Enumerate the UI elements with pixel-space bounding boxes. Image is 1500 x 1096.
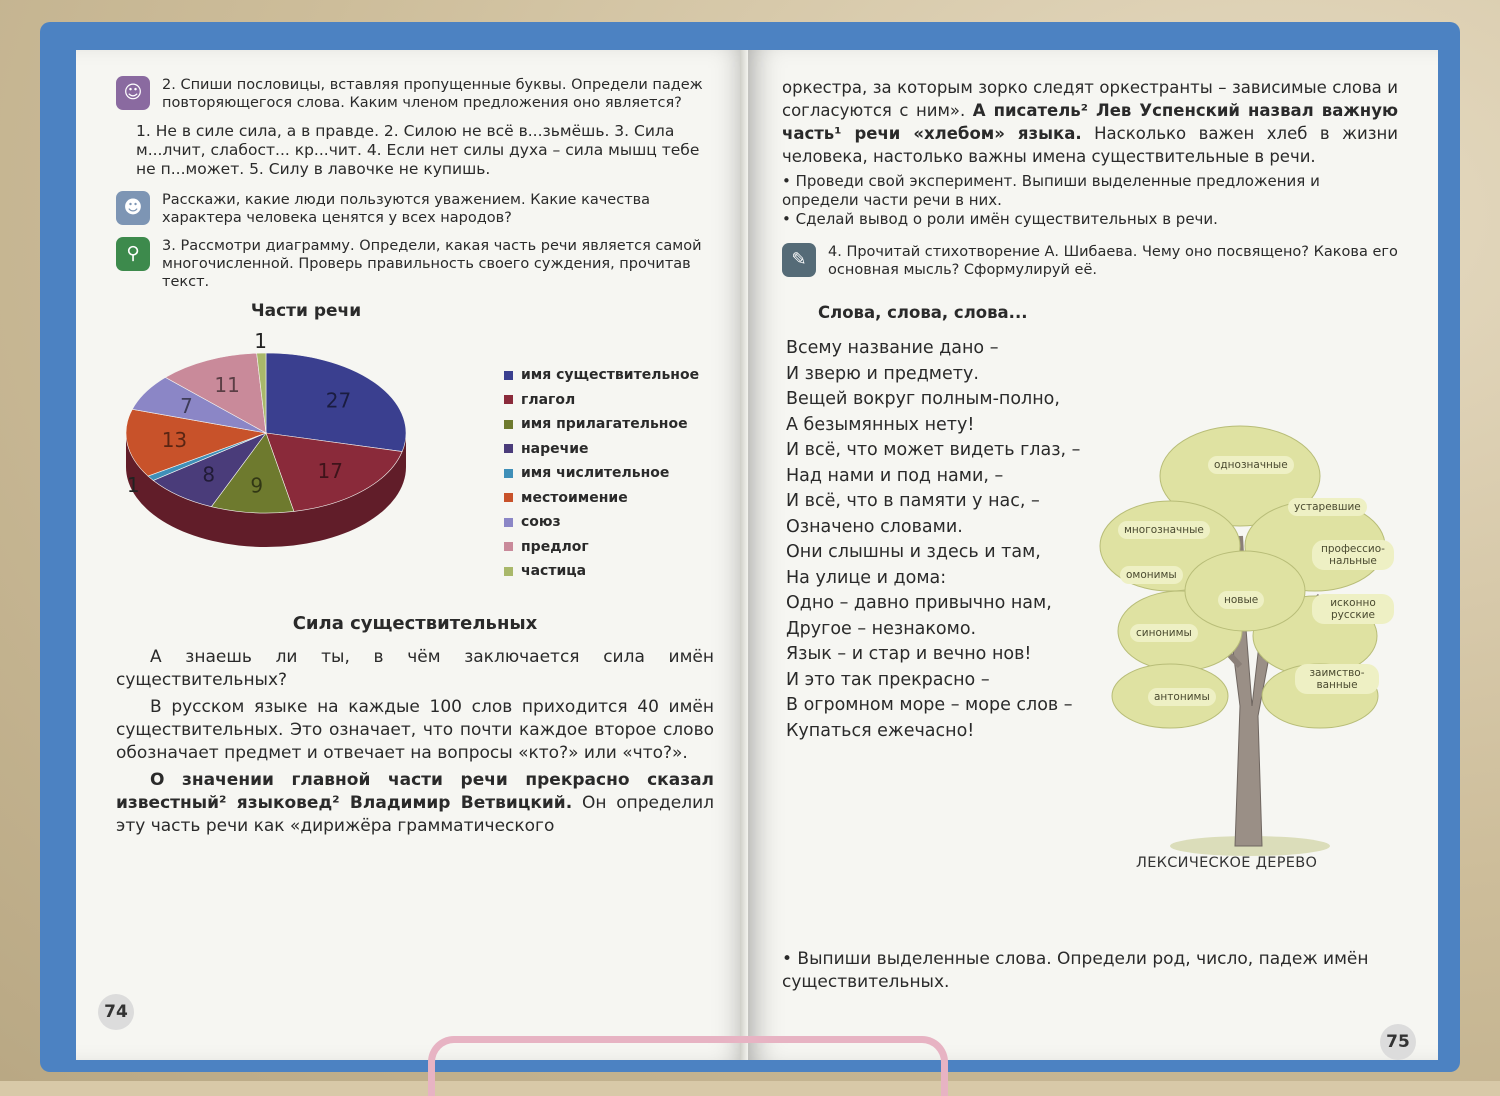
pie-value-label: 8	[202, 462, 216, 487]
intro-line: оркестра, за которым зорко следят оркестранты – зависимые слова и согласуются с ним».	[782, 78, 1398, 120]
paragraph-2: В русском языке на каждые 100 слов приходится 40 имён существительных. Это означает, что почти каждое второе слово обозначает предмет и отвечает на вопросы «кто?» или «что?».	[116, 697, 714, 763]
task-4	[782, 243, 1398, 279]
task-4-text: 4. Прочитай стихотворение А. Шибаева. Чему оно посвящено? Какова его основная мысль? Сформулируй её.	[828, 244, 1398, 278]
poem-line: И это так прекрасно –	[786, 669, 990, 690]
chart-title: Части речи	[250, 301, 362, 321]
poem-line: Они слышны и здесь и там,	[786, 542, 1041, 562]
tree-label: омонимы	[1120, 566, 1183, 584]
speaker-icon: ☻	[116, 191, 150, 225]
tree-label: однозначные	[1208, 456, 1294, 474]
open-textbook	[40, 22, 1460, 1072]
legend-label: имя существительное	[521, 367, 700, 383]
poem-line: Одно – давно привычно нам,	[786, 593, 1052, 613]
legend-label: глагол	[521, 391, 576, 408]
poem-line: И всё, что в памяти у нас, –	[786, 491, 1040, 511]
poem-line: На улице и дома:	[786, 567, 947, 588]
legend-swatch	[504, 542, 513, 551]
legend-item	[504, 388, 699, 413]
legend-item	[504, 559, 699, 584]
legend-label: местоимение	[521, 489, 628, 506]
legend-swatch	[504, 371, 513, 380]
tree-caption: ЛЕКСИЧЕСКОЕ ДЕРЕВО	[1136, 855, 1318, 871]
tree-label: заимство-ванные	[1295, 664, 1379, 694]
legend-item	[504, 486, 699, 511]
legend-label: наречие	[521, 440, 589, 457]
pie-chart-svg	[116, 323, 496, 583]
legend-item	[504, 437, 699, 462]
legend-item	[504, 535, 699, 560]
legend-swatch	[504, 420, 513, 429]
intro-bold: А писатель² Лев Успенский назвал важную часть¹ речи «хлебом» языка.	[782, 101, 1398, 143]
legend-item	[504, 412, 699, 437]
legend-swatch	[504, 567, 513, 576]
legend-label: имя числительное	[521, 465, 670, 481]
paragraph-3	[116, 769, 714, 838]
section-title: Сила существительных	[292, 613, 538, 634]
legend-swatch	[504, 395, 513, 404]
pie-value-label: 1	[254, 329, 267, 354]
proverbs: 1. Не в силе сила, а в правде. 2. Силою не всё в...зьмёшь. 3. Сила м...лчит, слабост... кр...чит. 4. Если нет силы духа – сила мышц тебе не п...может. 5. Силу в лавочке не купишь.	[136, 122, 700, 178]
right-page	[748, 50, 1438, 1060]
task-speak-text: Расскажи, какие люди пользуются уважением. Какие качества характера человека ценятся у всех народов?	[162, 192, 651, 226]
poem-line: Всему название дано –	[786, 338, 999, 358]
book-stand	[428, 1036, 948, 1096]
bullet-item: • Проведи свой эксперимент. Выпиши выделенные предложения и определи части речи в них.	[782, 172, 1398, 210]
legend-swatch	[504, 444, 513, 453]
tree-label: антонимы	[1148, 688, 1216, 706]
legend-swatch	[504, 469, 513, 478]
task-2-text: 2. Спиши пословицы, вставляя пропущенные буквы. Определи падеж повторяющегося слова. Каким членом предложения оно является?	[162, 77, 703, 111]
poem-line: В огромном море – море слов –	[786, 695, 1073, 715]
bullet-item: • Сделай вывод о роли имён существительных в речи.	[782, 210, 1398, 229]
poem-line: Вещей вокруг полным-полно,	[786, 389, 1060, 409]
legend-item	[504, 363, 699, 388]
legend-label: предлог	[521, 538, 589, 555]
bullet-list	[782, 172, 1398, 229]
tree-label: устаревшие	[1288, 498, 1367, 516]
poem-line: А безымянных нету!	[786, 414, 975, 435]
pie-value-label: 11	[214, 373, 240, 398]
poem-line: Другое – незнакомо.	[786, 618, 977, 639]
legend-label: союз	[521, 514, 561, 530]
paragraph-1: А знаешь ли ты, в чём заключается сила имён существительных?	[116, 647, 714, 690]
task-2	[116, 76, 714, 112]
pie-value-label: 13	[161, 428, 188, 453]
tree-label: исконно русские	[1312, 594, 1394, 624]
poem-line: Означено словами.	[786, 516, 963, 537]
poem-line: И зверю и предмету.	[786, 363, 979, 384]
people-icon: ☺	[116, 76, 150, 110]
legend-item	[504, 510, 699, 535]
poem-line: Купаться ежечасно!	[786, 720, 975, 741]
chart-legend	[504, 363, 699, 584]
task-3	[116, 237, 714, 291]
book-icon: ✎	[782, 243, 816, 277]
lexical-tree	[1090, 406, 1400, 866]
legend-swatch	[504, 493, 513, 502]
task-3-text: 3. Рассмотри диаграмму. Определи, какая часть речи является самой многочисленной. Проверь правильность своего суждения, прочитав текст.	[162, 238, 702, 290]
pie-value-label: 1	[126, 473, 140, 498]
pie-chart	[116, 323, 714, 593]
poem-line: Язык – и стар и вечно нов!	[786, 644, 1032, 664]
pie-value-label: 9	[250, 473, 264, 498]
left-page	[76, 50, 748, 1060]
intro-rest: Насколько важен хлеб в жизни человека, настолько важны имена существительные в речи.	[782, 124, 1398, 166]
legend-label: частица	[521, 563, 587, 579]
poem-line: Над нами и под нами, –	[786, 465, 1004, 486]
page-number-left: 74	[98, 994, 134, 1030]
task-speak	[116, 191, 714, 227]
poem-title: Слова, слова, слова...	[818, 303, 1028, 322]
tree-label: новые	[1218, 591, 1264, 609]
legend-label: имя прилагательное	[521, 416, 688, 432]
pie-value-label: 17	[317, 458, 343, 483]
paragraph-3-bold: О значении главной части речи прекрасно сказал известный² языковед² Владимир Ветвицкий.	[116, 770, 714, 813]
pie-value-label: 27	[325, 388, 352, 413]
pie-value-label: 7	[180, 394, 193, 419]
legend-swatch	[504, 518, 513, 527]
page-number-right: 75	[1380, 1024, 1416, 1060]
tree-label: многозначные	[1118, 521, 1210, 539]
legend-item	[504, 461, 699, 486]
intro-paragraph	[782, 76, 1398, 168]
poem-line: И всё, что может видеть глаз, –	[786, 440, 1081, 460]
bottom-task: • Выпиши выделенные слова. Определи род, число, падеж имён существительных.	[782, 949, 1369, 992]
tree-label: профессио-нальные	[1312, 540, 1394, 570]
magnifier-icon: ⚲	[116, 237, 150, 271]
tree-label: синонимы	[1130, 624, 1198, 642]
paragraph-3-rest: Он определил эту часть речи как «дирижёра грамматического	[116, 793, 715, 836]
